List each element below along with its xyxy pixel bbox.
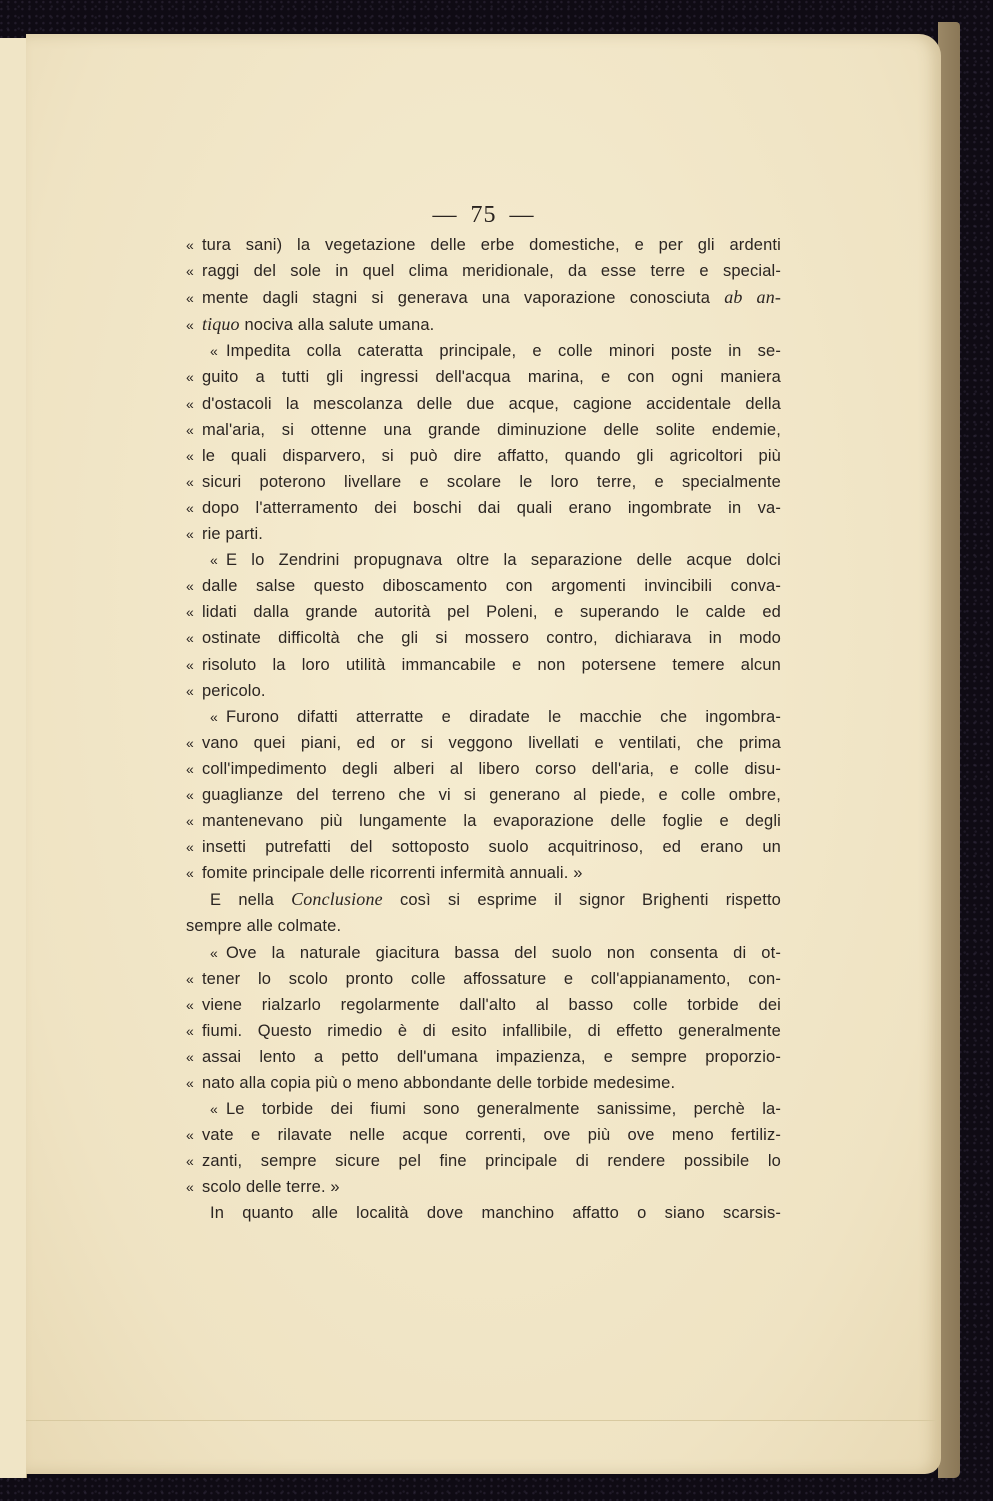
page-fold-line: [26, 1420, 936, 1421]
text-line: [186, 258, 781, 284]
page-stack-edge: [938, 22, 960, 1478]
paragraph: [186, 232, 781, 338]
text-line: [186, 1096, 781, 1122]
quote-mark: «: [210, 708, 218, 725]
quote-mark: «: [186, 1179, 194, 1196]
line-text: sempre alle colmate.: [186, 917, 342, 936]
line-text: Ove la naturale giacitura bassa del suolo non consenta di ot-: [225, 943, 781, 962]
quote-mark: «: [186, 734, 194, 751]
quote-mark: «: [186, 786, 194, 803]
paragraph: [186, 1096, 781, 1200]
quote-mark: «: [186, 263, 194, 280]
quote-mark: «: [186, 421, 194, 438]
text-line: [186, 521, 781, 547]
facing-page-edge: [0, 38, 27, 1478]
text-line: [186, 1122, 781, 1148]
line-text: risoluto la loro utilità immancabile e non potersene temere alcun: [201, 655, 781, 674]
quote-mark: «: [186, 996, 194, 1013]
quote-mark: «: [186, 813, 194, 830]
line-text: mente dagli stagni si generava una vaporazione conosciuta: [201, 289, 711, 308]
quote-mark: «: [186, 1127, 194, 1144]
text-line: [186, 704, 781, 730]
line-text: E nella: [210, 891, 274, 910]
quote-mark: «: [186, 760, 194, 777]
italic-text: ab an-: [724, 287, 781, 308]
paragraph: [186, 940, 781, 1097]
quote-mark: «: [186, 1075, 194, 1091]
line-text: mantenevano più lungamente la evaporazione delle foglie e degli: [201, 812, 781, 831]
body-text: [186, 232, 781, 1227]
text-line: [186, 730, 781, 756]
line-text: assai lento a petto dell'umana impazienza, e sempre proporzio-: [201, 1047, 781, 1066]
line-text: dalle salse questo diboscamento con argomenti invincibili conva-: [201, 577, 781, 596]
line-text: coll'impedimento degli alberi al libero corso dell'aria, e colle disu-: [201, 759, 781, 778]
text-line: [186, 495, 781, 521]
quote-mark: «: [186, 604, 194, 621]
line-text: scolo delle terre. »: [201, 1178, 340, 1197]
quote-mark: «: [186, 499, 194, 516]
quote-mark: «: [186, 473, 194, 490]
line-text: viene rialzarlo regolarmente dall'alto al basso colle torbide dei: [201, 995, 781, 1014]
text-line: [186, 364, 781, 390]
text-line: [186, 756, 781, 782]
text-line: [186, 834, 781, 860]
line-text: vate e rilavate nelle acque correnti, ove più ove meno fertiliz-: [201, 1126, 781, 1145]
line-text: In quanto alle località dove manchino affatto o siano scarsis-: [210, 1204, 781, 1223]
text-line: [186, 966, 781, 992]
text-line: [186, 1148, 781, 1174]
line-text: lidati dalla grande autorità pel Poleni, e superando le calde ed: [201, 603, 781, 622]
text-line: [186, 1174, 781, 1200]
text-line: [186, 547, 781, 573]
paragraph: [186, 1200, 781, 1226]
quote-mark: «: [210, 552, 218, 569]
paragraph: [186, 886, 781, 939]
quote-mark: «: [186, 865, 194, 882]
line-text: raggi del sole in quel clima meridionale, da esse terre e special-: [201, 262, 781, 281]
text-line: [186, 599, 781, 625]
line-text: fomite principale delle ricorrenti infermità annuali. »: [201, 864, 583, 883]
quote-mark: «: [186, 630, 194, 647]
text-line: [186, 678, 781, 704]
line-text: guaglianze del terreno che vi si generano al piede, e colle ombre,: [201, 785, 781, 804]
line-text: Impedita colla cateratta principale, e colle minori poste in se-: [225, 342, 781, 361]
line-text: rie parti.: [201, 525, 264, 544]
text-line: [186, 1018, 781, 1044]
quote-mark: «: [186, 317, 194, 334]
line-text: così si esprime il signor Brighenti rispetto: [399, 891, 781, 910]
line-text: Furono difatti atterratte e diradate le macchie che ingombra-: [225, 707, 781, 726]
text-line: [186, 443, 781, 469]
line-text: tura sani) la vegetazione delle erbe domestiche, e per gli ardenti: [201, 236, 781, 254]
line-text: pericolo.: [201, 681, 266, 700]
quote-mark: «: [186, 656, 194, 673]
text-line: [186, 652, 781, 678]
text-line: [186, 573, 781, 599]
line-text: dopo l'atterramento dei boschi dai quali erano ingombrate in va-: [201, 498, 781, 517]
line-text: sicuri poterono livellare e scolare le loro terre, e specialmente: [201, 472, 781, 491]
text-line: [186, 284, 781, 311]
line-text: zanti, sempre sicure pel fine principale di rendere possibile lo: [201, 1152, 781, 1171]
text-line: [186, 417, 781, 443]
quote-mark: «: [210, 343, 218, 360]
quote-mark: «: [186, 682, 194, 699]
quote-mark: «: [186, 237, 194, 253]
italic-text: tiquo: [201, 314, 240, 335]
text-line: [186, 940, 781, 966]
line-text: le quali disparvero, si può dire affatto, quando gli agricoltori più: [201, 446, 781, 465]
line-text: d'ostacoli la mescolanza delle due acque, cagione accidentale della: [201, 394, 781, 413]
line-text: nociva alla salute umana.: [244, 316, 435, 335]
quote-mark: «: [210, 944, 218, 961]
page-number: 75: [470, 202, 497, 228]
quote-mark: «: [186, 970, 194, 987]
page-number-dash-left: —: [432, 202, 458, 228]
line-text: tener lo scolo pronto colle affossature e coll'appianamento, con-: [201, 969, 781, 988]
line-text: insetti putrefatti del sottoposto suolo acquitrinoso, ed erano un: [201, 838, 781, 857]
quote-mark: «: [186, 290, 194, 307]
quote-mark: «: [186, 578, 194, 595]
quote-mark: «: [186, 1048, 194, 1065]
paragraph: [186, 704, 781, 887]
quote-mark: «: [186, 395, 194, 412]
line-text: fiumi. Questo rimedio è di esito infallibile, di effetto generalmente: [201, 1021, 781, 1040]
quote-mark: «: [186, 1153, 194, 1170]
text-line: [186, 782, 781, 808]
text-line: [186, 860, 781, 886]
italic-text: Conclusione: [291, 889, 383, 910]
line-text: Le torbide dei fiumi sono generalmente sanissime, perchè la-: [225, 1100, 781, 1119]
page-number-header: [26, 202, 941, 229]
line-text: E lo Zendrini propugnava oltre la separazione delle acque dolci: [225, 551, 781, 570]
quote-mark: «: [186, 526, 194, 543]
text-line: [186, 625, 781, 651]
quote-mark: «: [186, 1022, 194, 1039]
text-line: [186, 808, 781, 834]
text-line: [186, 391, 781, 417]
text-line: [186, 232, 781, 258]
line-text: vano quei piani, ed or si veggono livellati e ventilati, che prima: [201, 733, 781, 752]
book-page: [26, 34, 941, 1474]
text-line: [186, 311, 781, 338]
text-line: [186, 886, 781, 913]
text-line: [186, 1200, 781, 1226]
quote-mark: «: [210, 1101, 218, 1118]
text-line: [186, 1044, 781, 1070]
line-text: nato alla copia più o meno abbondante delle torbide medesime.: [201, 1074, 676, 1092]
quote-mark: «: [186, 369, 194, 386]
paragraph: [186, 547, 781, 704]
quote-mark: «: [186, 839, 194, 856]
line-text: guito a tutti gli ingressi dell'acqua marina, e con ogni maniera: [201, 368, 781, 387]
page-number-dash-right: —: [509, 202, 535, 228]
paragraph: [186, 338, 781, 547]
line-text: mal'aria, si ottenne una grande diminuzione delle solite endemie,: [201, 420, 781, 439]
text-line: [186, 338, 781, 364]
text-line: [186, 913, 781, 939]
quote-mark: «: [186, 447, 194, 464]
text-line: [186, 469, 781, 495]
text-line: [186, 1070, 781, 1096]
text-line: [186, 992, 781, 1018]
line-text: ostinate difficoltà che gli si mossero contro, dichiarava in modo: [201, 629, 781, 648]
